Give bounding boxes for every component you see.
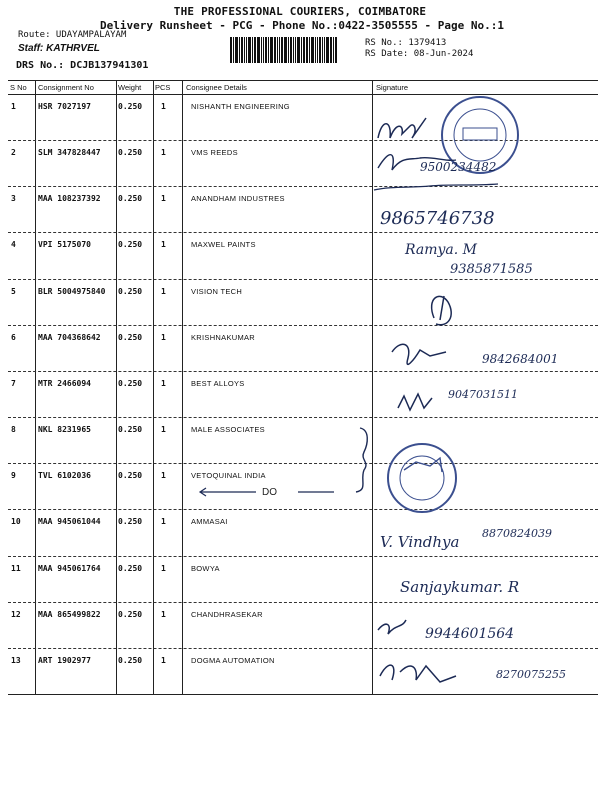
handwritten-phone: 9047031511 (448, 388, 518, 401)
cell-weight: 0.250 (118, 194, 143, 204)
cell-pcs: 1 (161, 425, 166, 435)
cell-sno: 8 (11, 425, 16, 435)
cell-consignment-no: ART 1902977 (38, 655, 91, 665)
cell-consignee: VMS REEDS (191, 148, 238, 158)
cell-consignment-no: BLR 5004975840 (38, 286, 106, 296)
cell-consignee: BOWYA (191, 563, 220, 573)
row-divider (8, 186, 598, 187)
table-top-border (8, 80, 598, 81)
cell-consignee: BEST ALLOYS (191, 378, 245, 388)
cell-sno: 10 (11, 517, 21, 527)
cell-consignment-no: NKL 8231965 (38, 425, 91, 435)
cell-pcs: 1 (161, 148, 166, 158)
col-header-weight: Weight (118, 83, 142, 92)
handwritten-name: Sanjaykumar. R (400, 578, 520, 596)
runsheet-subtitle: Delivery Runsheet - PCG - Phone No.:0422-3505555 - Page No.:1 (100, 19, 504, 32)
cell-consignee: NISHANTH ENGINEERING (191, 102, 290, 111)
cell-pcs: 1 (161, 194, 166, 204)
cell-consignee: ANANDHAM INDUSTRES (191, 194, 285, 204)
cell-sno: 5 (11, 286, 16, 296)
runsheet-title: THE PROFESSIONAL COURIERS, COIMBATORE (173, 5, 427, 18)
signature-mark (378, 118, 426, 138)
cell-weight: 0.250 (118, 378, 143, 388)
cell-sno: 6 (11, 332, 16, 342)
cell-consignee: MAXWEL PAINTS (191, 240, 256, 250)
cell-consignment-no: MAA 865499822 (38, 609, 101, 619)
row-divider (8, 371, 598, 372)
cell-sno: 9 (11, 471, 16, 481)
signature-mark (380, 665, 456, 682)
signature-mark (432, 296, 452, 325)
cell-pcs: 1 (161, 332, 166, 342)
cell-sno: 4 (11, 240, 16, 250)
cell-consignment-no: SLM 347828447 (38, 148, 101, 158)
cell-consignee: DOGMA AUTOMATION (191, 655, 275, 665)
signature-mark (378, 620, 406, 634)
cell-consignment-no: MAA 108237392 (38, 194, 101, 204)
row-divider (8, 279, 598, 280)
table-bottom-border (8, 694, 598, 695)
handwritten-phone: 9865746738 (380, 208, 495, 229)
cell-consignment-no: MAA 945061044 (38, 517, 101, 527)
signature-mark (392, 344, 446, 364)
cell-weight: 0.250 (118, 655, 143, 665)
handwritten-name: Ramya. M (405, 242, 477, 258)
drs-number: DRS No.: DCJB137941301 (16, 60, 149, 71)
row-divider (8, 417, 598, 418)
signature-mark (398, 394, 432, 410)
cell-pcs: 1 (161, 471, 166, 481)
cell-weight: 0.250 (118, 148, 143, 158)
cell-sno: 1 (11, 102, 16, 111)
row-divider (8, 509, 598, 510)
cell-weight: 0.250 (118, 563, 143, 573)
cell-consignment-no: HSR 7027197 (38, 102, 91, 111)
cell-pcs: 1 (161, 517, 166, 527)
handwritten-phone: 8870824039 (482, 527, 552, 540)
cell-sno: 12 (11, 609, 21, 619)
cell-weight: 0.250 (118, 425, 143, 435)
handwritten-phone: 8270075255 (496, 668, 566, 681)
row-divider (8, 602, 598, 603)
row-divider (8, 140, 598, 141)
handwritten-phone: 9944601564 (425, 626, 515, 642)
cell-sno: 2 (11, 148, 16, 158)
cell-pcs: 1 (161, 286, 166, 296)
cell-sno: 7 (11, 378, 16, 388)
row-divider (8, 648, 598, 649)
staff-label: Staff: KATHRVEL (18, 43, 100, 54)
cell-consignment-no: VPI 5175070 (38, 240, 91, 250)
handwritten-name: V. Vindhya (380, 533, 460, 551)
cell-weight: 0.250 (118, 332, 143, 342)
company-stamp-icon (388, 444, 456, 512)
table-header-border (8, 94, 598, 95)
cell-consignee: VETOQUINAL INDIA (191, 471, 266, 481)
col-header-signature: Signature (376, 83, 409, 92)
cell-pcs: 1 (161, 240, 166, 250)
ditto-note: DO (262, 487, 277, 498)
rs-date: RS Date: 08-Jun-2024 (365, 49, 474, 59)
cell-pcs: 1 (161, 563, 166, 573)
rs-number: RS No.: 1379413 (365, 38, 447, 48)
col-header-consignee: Consignee Details (186, 83, 247, 92)
handwritten-phone: 9842684001 (482, 352, 559, 366)
cell-weight: 0.250 (118, 102, 143, 111)
cell-consignment-no: MAA 945061764 (38, 563, 101, 573)
cell-pcs: 1 (161, 102, 166, 111)
row-divider (8, 463, 598, 464)
cell-sno: 13 (11, 655, 21, 665)
col-header-consignment: Consignment No (38, 83, 94, 92)
cell-consignee: MALE ASSOCIATES (191, 425, 265, 435)
col-header-pcs: PCS (155, 83, 171, 92)
route-label: Route: UDAYAMPALAYAM (18, 30, 127, 40)
handwritten-phone: 9385871585 (450, 262, 533, 277)
cell-sno: 3 (11, 194, 16, 204)
cell-sno: 11 (11, 563, 21, 573)
cell-consignee: VISION TECH (191, 286, 243, 296)
cell-weight: 0.250 (118, 471, 143, 481)
col-header-sno: S No (10, 83, 27, 92)
row-divider (8, 556, 598, 557)
bracket-mark (356, 428, 367, 492)
cell-weight: 0.250 (118, 609, 143, 619)
cell-pcs: 1 (161, 609, 166, 619)
cell-pcs: 1 (161, 655, 166, 665)
cell-consignee: AMMASAI (191, 517, 228, 527)
cell-weight: 0.250 (118, 286, 143, 296)
cell-consignment-no: MTR 2466094 (38, 378, 91, 388)
cell-pcs: 1 (161, 378, 166, 388)
cell-weight: 0.250 (118, 240, 143, 250)
cell-weight: 0.250 (118, 517, 143, 527)
cell-consignment-no: TVL 6102036 (38, 471, 91, 481)
barcode-icon (230, 37, 358, 63)
handwritten-phone: 9500234482 (420, 160, 497, 174)
cell-consignment-no: MAA 704368642 (38, 332, 101, 342)
row-divider (8, 325, 598, 326)
row-divider (8, 232, 598, 233)
cell-consignee: KRISHNAKUMAR (191, 332, 256, 342)
cell-consignee: CHANDHRASEKAR (191, 609, 263, 619)
